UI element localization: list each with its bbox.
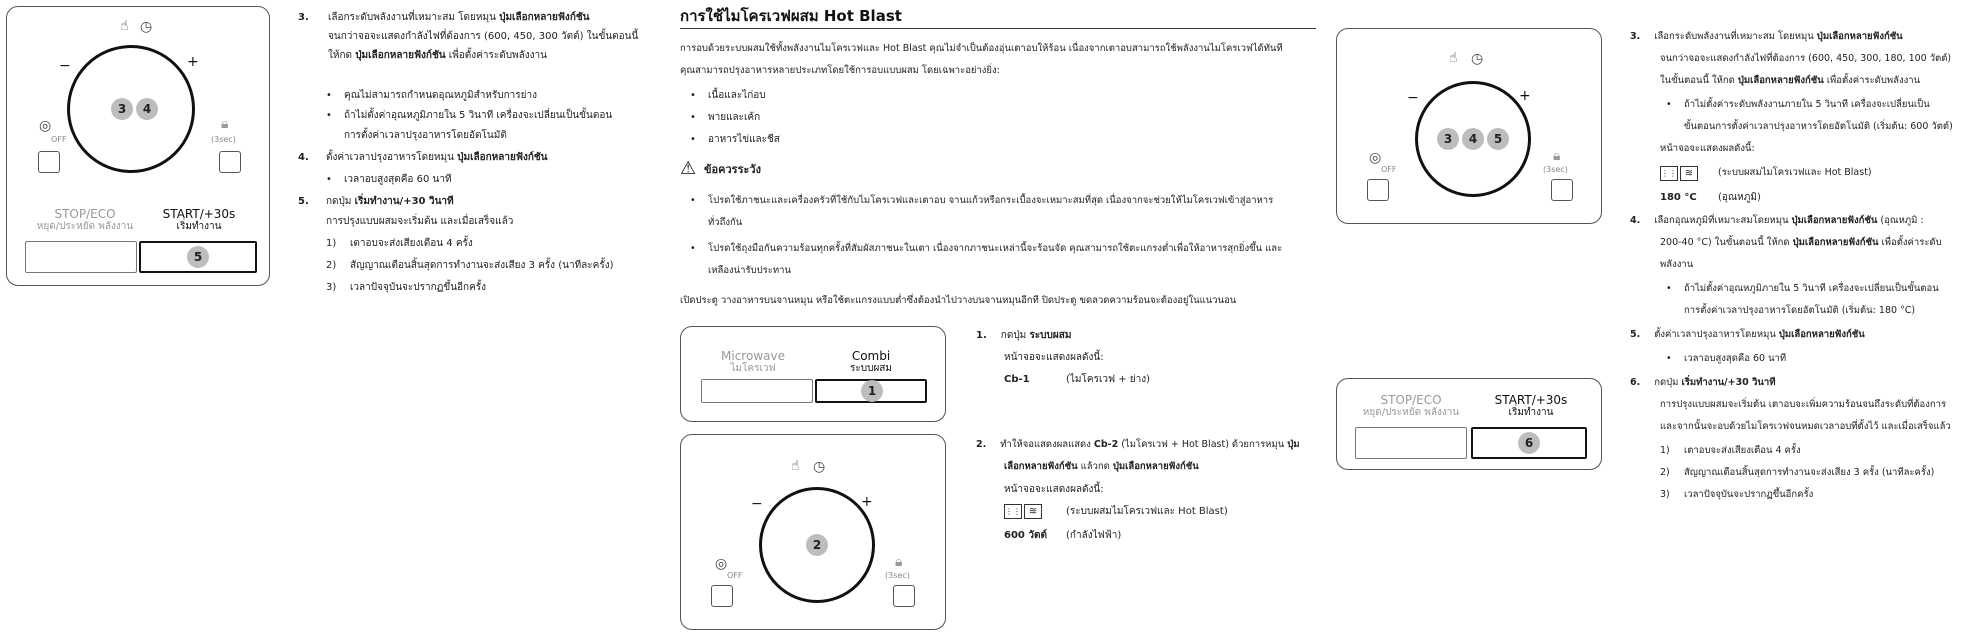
minus-icon: − xyxy=(1407,90,1419,106)
plus-icon: + xyxy=(187,54,199,70)
cb1-desc: (ไมโครเวฟ + ย่าง) xyxy=(1066,374,1151,385)
right-s3-display: หน้าจอจะแสดงผลดังนี้: xyxy=(1660,143,1755,154)
clock-icon: ◷ xyxy=(140,19,153,35)
step-6-marker: 6 xyxy=(1518,432,1540,454)
step-5-marker: 5 xyxy=(1487,128,1509,150)
middle-step-1-line2: หน้าจอจะแสดงผลดังนี้: xyxy=(1004,352,1104,363)
right-step-6-l2: การปรุงแบบผสมจะเริ่มต้น เตาอบจะเพิ่มความร้อนจนถึงระดับที่ต้องการ xyxy=(1660,399,1947,410)
intro-line-1: การอบด้วยระบบผสมใช้ทั้งพลังงานไมโครเวฟและ Hot Blast คุณไม่จำเป็นต้องอุ่นเตาอบให้ร้อน เนื่องจากเตาอบสามารถใช้พลังงานไมโครเวฟได้ทันที xyxy=(680,43,1283,54)
open-door-text: เปิดประตู วางอาหารบนจานหมุน หรือใช้ตะแกรงแบบต่ำซึ่งต้องนำไปวางบนจานหมุนอีกที ปิดประตู ขดลวดความร้อนจะต้องอยู่ในแนวนอน xyxy=(680,295,1237,306)
stop-eco-label: STOP/ECO หยุด/ประหยัด พลังงาน xyxy=(36,207,134,233)
right-step-3-l3: ในขั้นตอนนี้ ให้กด ปุ่มเลือกหลายฟังก์ชัน เพื่อตั้งค่าระดับพลังงาน xyxy=(1660,75,1921,86)
caution-1-cont: ทั่วถึงกัน xyxy=(708,217,743,228)
left-step-5-line2: การปรุงแบบผสมจะเริ่มต้น และเมื่อเสร็จแล้ว xyxy=(326,216,514,227)
plus-icon: + xyxy=(1519,88,1531,104)
warning-icon: ⚠ xyxy=(680,158,697,179)
left-step-3: 3. เลือกระดับพลังงานที่เหมาะสม โดยหมุน ปุ่มเลือกหลายฟังก์ชัน จนกว่าจอจะแสดงกำลังไฟที่ต้องการ (600, 450, 300 วัตต์) ในขั้นตอนนี้ ให้กด ปุ่มเลือกหลายฟังก์ชัน เพื่อตั้งค่าระดับพลังงาน xyxy=(298,12,639,61)
power-off-icon: ◎ xyxy=(715,556,728,572)
combi-panel xyxy=(680,326,946,422)
step-3-marker: 3 xyxy=(111,98,133,120)
caution-1: • โปรดใช้ภาชนะและเครื่องครัวที่ใช้กับไมโครเวฟและเตาอบ จานแก้วหรือกระเบื้องจะเหมาะสมที่สุด เนื่องจากจะช่วยให้ไมโครเวฟเข้าสู่อาหาร xyxy=(708,192,1273,210)
right-s3-bullet: • ถ้าไม่ตั้งค่าระดับพลังงานภายใน 5 วินาที เครื่องจะเปลี่ยนเป็น xyxy=(1684,96,1930,114)
combi-label: Combi ระบบผสม xyxy=(850,349,892,375)
lock-icon: 🔒︎ xyxy=(221,116,229,132)
hand-icon: ☝ xyxy=(120,18,129,34)
step-4-marker: 4 xyxy=(136,98,158,120)
food-item-2: • พายและเค้ก xyxy=(708,108,760,127)
hot-blast-icon: ≋ xyxy=(1024,504,1042,519)
right-step-3-l2: จนกว่าจอจะแสดงกำลังไฟที่ต้องการ (600, 450, 300, 180, 100 วัตต์) xyxy=(1660,53,1952,64)
middle-step-2-line3: หน้าจอจะแสดงผลดังนี้: xyxy=(1004,484,1104,495)
right-sub-1: 1) เตาอบจะส่งเสียงเตือน 4 ครั้ง xyxy=(1660,445,1801,456)
power-value: 600 วัตต์ xyxy=(1004,530,1047,541)
power-off-icon: ◎ xyxy=(39,118,52,134)
temp-value: 180 °C xyxy=(1660,192,1697,203)
right-step-3: 3. เลือกระดับพลังงานที่เหมาะสม โดยหมุน ปุ่มเลือกหลายฟังก์ชัน xyxy=(1630,31,1903,42)
title-rule xyxy=(680,28,1316,29)
left-bullet-2-cont: การตั้งค่าเวลาปรุงอาหารโดยอัตโนมัติ xyxy=(344,130,507,141)
right-sub-2: 2) สัญญาณเตือนสิ้นสุดการทำงานจะส่งเสียง 3 ครั้ง (นาทีละครั้ง) xyxy=(1660,467,1935,478)
off-label: OFF xyxy=(727,571,743,580)
lock-icon: 🔒︎ xyxy=(1553,148,1561,164)
step-3-marker: 3 xyxy=(1437,128,1459,150)
right-start-panel xyxy=(1336,378,1602,470)
lock-label: (3sec) xyxy=(211,135,236,144)
combi-icon-desc: (ระบบผสมไมโครเวฟและ Hot Blast) xyxy=(1066,506,1228,517)
clock-icon: ◷ xyxy=(1471,51,1484,67)
left-step-5: 5. กดปุ่ม เริ่มทำงาน/+30 วินาที xyxy=(298,196,454,207)
step-4-marker: 4 xyxy=(1462,128,1484,150)
right-s5-bullet: • เวลาอบสูงสุดคือ 60 นาที xyxy=(1684,350,1786,368)
left-bullet-1: • คุณไม่สามารถกำหนดอุณหภูมิสำหรับการย่าง xyxy=(344,86,537,105)
left-bullet-4: • เวลาอบสูงสุดคือ 60 นาที xyxy=(344,170,452,189)
middle-step-2-line2: เลือกหลายฟังก์ชัน แล้วกด ปุ่มเลือกหลายฟังก์ชัน xyxy=(1004,461,1199,472)
power-desc: (กำลังไฟฟ้า) xyxy=(1066,530,1122,541)
caution-2: • โปรดใช้ถุงมือกันความร้อนทุกครั้งที่สัมผัสภาชนะในเตา เนื่องจากภาชนะเหล่านี้จะร้อนจัด คุณสามารถใช้ตะแกรงต่ำเพื่อให้อาหารสุกยิ่งขึ้น และ xyxy=(708,240,1282,258)
right-step-5: 5. ตั้งค่าเวลาปรุงอาหารโดยหมุน ปุ่มเลือกหลายฟังก์ชัน xyxy=(1630,329,1865,340)
stop-eco-label: STOP/ECO หยุด/ประหยัด พลังงาน xyxy=(1362,393,1460,419)
hot-blast-icon: ≋ xyxy=(1680,166,1698,181)
minus-icon: − xyxy=(751,496,763,512)
left-control-panel xyxy=(6,6,270,286)
right-step-4: 4. เลือกอุณหภูมิที่เหมาะสมโดยหมุน ปุ่มเลือกหลายฟังก์ชัน (อุณหภูมิ : xyxy=(1630,215,1924,226)
page-title: การใช้ไมโครเวฟผสม Hot Blast xyxy=(680,7,902,25)
cb1-code: Cb-1 xyxy=(1004,374,1030,385)
step-1-marker: 1 xyxy=(861,380,883,402)
middle-step-1: 1. กดปุ่ม ระบบผสม xyxy=(976,330,1072,341)
right-s3-bullet-cont: ขั้นตอนการตั้งค่าเวลาปรุงอาหารโดยอัตโนมัติ (เริ่มต้น: 600 วัตต์) xyxy=(1684,121,1953,132)
microwave-label: Microwave ไมโครเวฟ xyxy=(721,349,785,375)
right-step-6-l3: และจากนั้นจะอบด้วยไมโครเวฟจนหมดเวลาอบที่ตั้งไว้ และเมื่อเสร็จแล้ว xyxy=(1660,421,1951,432)
lock-button[interactable] xyxy=(893,585,915,607)
lock-icon: 🔒︎ xyxy=(895,554,903,570)
step-5-marker: 5 xyxy=(187,246,209,268)
intro-line-2: คุณสามารถปรุงอาหารหลายประเภทโดยใช้การอบแบบผสม โดยเฉพาะอย่างยิ่ง: xyxy=(680,65,1000,76)
microwave-button[interactable] xyxy=(701,379,813,403)
combi-mode-icon: ⋮⋮ xyxy=(1660,166,1678,181)
stop-eco-button[interactable] xyxy=(25,241,137,273)
food-item-3: • อาหารไข่และชีส xyxy=(708,130,780,149)
food-item-1: • เนื้อและไก่อบ xyxy=(708,86,766,105)
right-step-4-l2: 200-40 °C) ในขั้นตอนนี้ ให้กด ปุ่มเลือกหลายฟังก์ชัน เพื่อตั้งค่าระดับ xyxy=(1660,237,1942,248)
lock-button[interactable] xyxy=(1551,179,1573,201)
left-sub-1: 1) เตาอบจะส่งเสียงเตือน 4 ครั้ง xyxy=(326,238,473,249)
right-sub-3: 3) เวลาปัจจุบันจะปรากฏขึ้นอีกครั้ง xyxy=(1660,489,1814,500)
combi-mode-icon: ⋮⋮ xyxy=(1004,504,1022,519)
right-s4-bullet: • ถ้าไม่ตั้งค่าอุณหภูมิภายใน 5 วินาที เครื่องจะเปลี่ยนเป็นขั้นตอน xyxy=(1684,280,1939,298)
caution-2-cont: เหลืองน่ารับประทาน xyxy=(708,265,791,276)
right-step-6: 6. กดปุ่ม เริ่มทำงาน/+30 วินาที xyxy=(1630,377,1776,388)
clock-icon: ◷ xyxy=(813,459,826,475)
middle-step-2: 2. ทำให้จอแสดงผลแสดง Cb-2 (ไมโครเวฟ + Hot Blast) ด้วยการหมุน ปุ่ม xyxy=(976,439,1300,450)
left-sub-3: 3) เวลาปัจจุบันจะปรากฏขึ้นอีกครั้ง xyxy=(326,282,487,293)
step-2-marker: 2 xyxy=(806,534,828,556)
right-s4-bullet-cont: การตั้งค่าเวลาปรุงอาหารโดยอัตโนมัติ (เริ่มต้น: 180 °C) xyxy=(1684,305,1916,316)
hand-icon: ☝ xyxy=(791,458,800,474)
off-button[interactable] xyxy=(1367,179,1389,201)
caution-title: ข้อควรระวัง xyxy=(704,163,761,176)
right-step-4-l3: พลังงาน xyxy=(1660,259,1694,270)
middle-dial-panel xyxy=(680,434,946,630)
off-button[interactable] xyxy=(38,151,60,173)
left-sub-2: 2) สัญญาณเตือนสิ้นสุดการทำงานจะส่งเสียง 3 ครั้ง (นาทีละครั้ง) xyxy=(326,260,614,271)
temp-desc: (อุณหภูมิ) xyxy=(1718,192,1761,203)
minus-icon: − xyxy=(59,58,71,74)
right-icon-desc: (ระบบผสมไมโครเวฟและ Hot Blast) xyxy=(1718,167,1872,178)
off-label: OFF xyxy=(51,135,67,144)
off-button[interactable] xyxy=(711,585,733,607)
right-dial-panel xyxy=(1336,28,1602,224)
lock-button[interactable] xyxy=(219,151,241,173)
hand-icon: ☝ xyxy=(1449,50,1458,66)
stop-eco-button[interactable] xyxy=(1355,427,1467,459)
start-label: START/+30s เริ่มทำงาน xyxy=(1494,393,1568,419)
lock-label: (3sec) xyxy=(1543,165,1568,174)
lock-label: (3sec) xyxy=(885,571,910,580)
left-bullet-2: • ถ้าไม่ตั้งค่าอุณหภูมิภายใน 5 วินาที เครื่องจะเปลี่ยนเป็นขั้นตอน xyxy=(344,106,612,125)
off-label: OFF xyxy=(1381,165,1397,174)
start-label: START/+30s เริ่มทำงาน xyxy=(162,207,236,233)
plus-icon: + xyxy=(861,494,873,510)
left-step-4: 4. ตั้งค่าเวลาปรุงอาหารโดยหมุน ปุ่มเลือกหลายฟังก์ชัน xyxy=(298,152,548,163)
power-off-icon: ◎ xyxy=(1369,150,1382,166)
